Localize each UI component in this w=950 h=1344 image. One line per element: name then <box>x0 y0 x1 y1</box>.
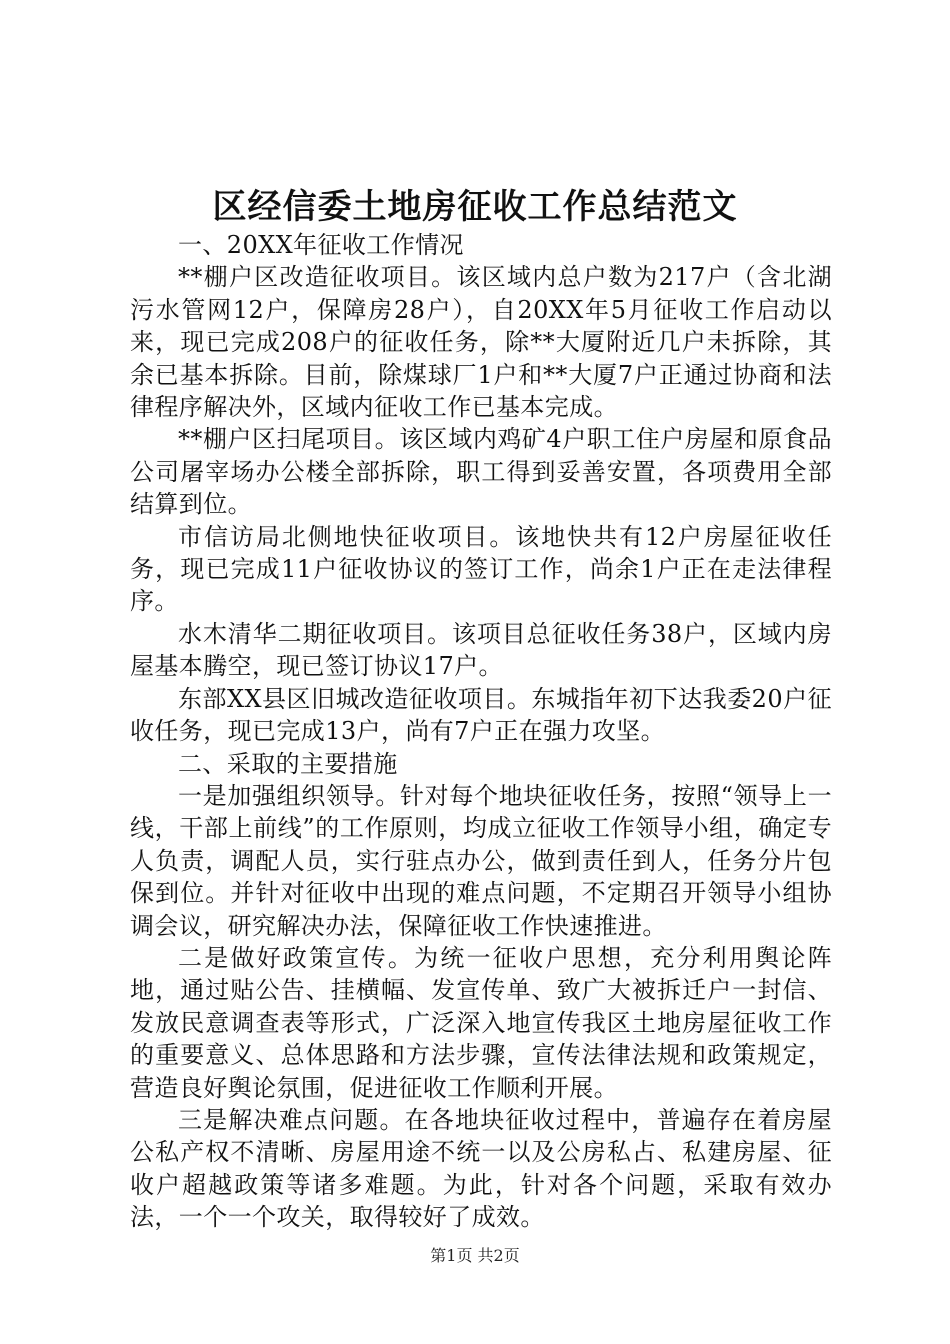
section-heading-2: 二、采取的主要措施 <box>178 749 398 778</box>
paragraph-measure-leadership: 一是加强组织领导。针对每个地块征收任务，按照“领导上一线，干部上前线”的工作原则，均成立征收工作领导小组，确定专人负责，调配人员，实行驻点办公，做到责任到人，任务分片包保到位。并针对征收中出现的难点问题，不定期召开领导小组协调会议，研究解决办法，保障征收工作快速推进。 <box>130 781 832 940</box>
paragraph-shuimu-qinghua: 水木清华二期征收项目。该项目总征收任务38户，区域内房屋基本腾空，现已签订协议17户。 <box>130 619 832 681</box>
paragraph-east-old-town: 东部XX县区旧城改造征收项目。东城指年初下达我委20户征收任务，现已完成13户，尚有7户正在强力攻坚。 <box>130 684 832 746</box>
paragraph-petition-bureau-plot: 市信访局北侧地快征收项目。该地快共有12户房屋征收任务，现已完成11户征收协议的签订工作，尚余1户正在走法律程序。 <box>130 522 832 616</box>
document-title: 区经信委土地房征收工作总结范文 <box>212 187 738 227</box>
paragraph-shantytown-project: **棚户区改造征收项目。该区域内总户数为217户（含北湖污水管网12户，保障房28户），自20XX年5月征收工作启动以来，现已完成208户的征收任务，除**大厦附近几户未拆除，其余已基本拆除。目前，除煤球厂1户和**大厦7户正通过协商和法律程序解决外，区域内征收工作已基本完成。 <box>130 263 832 422</box>
paragraph-measure-publicity: 二是做好政策宣传。为统一征收户思想，充分利用舆论阵地，通过贴公告、挂横幅、发宣传单、致广大被拆迁户一封信、发放民意调查表等形式，广泛深入地宣传我区土地房屋征收工作的重要意义、总体思路和方法步骤，宣传法律法规和政策规定，营造良好舆论氛围，促进征收工作顺利开展。 <box>130 943 832 1102</box>
section-heading-1: 一、20XX年征收工作情况 <box>178 231 464 259</box>
paragraph-shantytown-cleanup: **棚户区扫尾项目。该区域内鸡矿4户职工住户房屋和原食品公司屠宰场办公楼全部拆除，职工得到妥善安置，各项费用全部结算到位。 <box>130 425 832 519</box>
page-indicator: 第1页 共2页 <box>430 1246 520 1265</box>
document-body <box>130 229 832 1234</box>
paragraph-measure-difficulties: 三是解决难点问题。在各地块征收过程中，普遍存在着房屋公私产权不清晰、房屋用途不统一以及公房私占、私建房屋、征收户超越政策等诸多难题。为此，针对各个问题，采取有效办法，一个一个攻关，取得较好了成效。 <box>130 1105 832 1232</box>
